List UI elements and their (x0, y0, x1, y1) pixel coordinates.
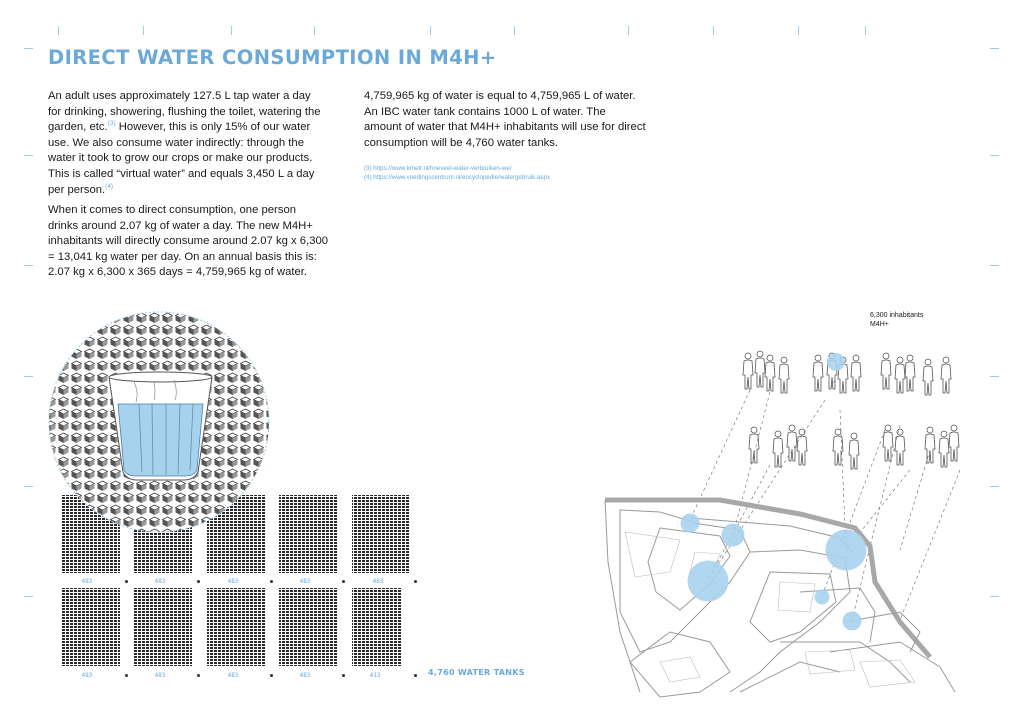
reference-link[interactable]: (4) https://www.voedingscentrum.nl/encyclopedie/watergebruik.aspx (364, 173, 551, 181)
water-use-circle (826, 530, 867, 571)
separator-dot (342, 580, 345, 583)
inhabitants-count: 6,300 inhabitants (870, 312, 924, 319)
reference-link[interactable]: (3) https://www.kmetr.nl/hoeveel-water-verbruiken-we/ (364, 165, 512, 172)
text-line: An IBC water tank contains 1000 L of water. The (364, 105, 606, 118)
text-line: per person. (48, 183, 106, 196)
page-title: DIRECT WATER CONSUMPTION IN M4H+ (48, 46, 497, 69)
water-use-circle (815, 590, 830, 605)
text-line: This is called “virtual water” and equals 3,450 L a day (48, 167, 315, 180)
tank-block (279, 495, 337, 573)
tank-block (279, 588, 337, 666)
tank-count-label: 483 (372, 578, 384, 585)
separator-dot (414, 580, 417, 583)
registration-mark (24, 486, 33, 487)
text-line: When it comes to direct consumption, one person (48, 204, 297, 216)
separator-dot (270, 674, 273, 677)
text-line: 2.07 kg x 6,300 x 365 days = 4,759,965 kg of water. (48, 266, 308, 279)
inhabitants-water-circle (827, 353, 845, 371)
registration-mark (990, 48, 999, 49)
references (364, 165, 550, 182)
text-line: garden, etc. (48, 121, 108, 134)
separator-dot (270, 580, 273, 583)
tank-count-label: 483 (81, 672, 93, 679)
glass-icon (109, 372, 212, 480)
tank-block (62, 588, 120, 666)
text-line: consumption will be 4,760 water tanks. (364, 136, 559, 149)
water-glass-illustration (44, 312, 274, 542)
registration-mark (514, 26, 515, 35)
text-line: amount of water that M4H+ inhabitants will use for direct (364, 121, 646, 134)
registration-mark (430, 26, 431, 35)
text-line: = 13,041 kg water per day. On an annual basis this is: (48, 250, 317, 263)
registration-mark (58, 26, 59, 35)
district-map (600, 492, 970, 702)
registration-mark (24, 155, 33, 156)
water-use-circle (688, 561, 729, 602)
tank-count-label: 483 (299, 578, 311, 585)
tank-block (207, 588, 265, 666)
registration-mark (798, 26, 799, 35)
water-use-circle (722, 524, 745, 547)
tanks-paragraph (364, 89, 646, 151)
tank-count-label: 483 (81, 578, 93, 585)
inhabitants-label (870, 312, 923, 329)
intro-paragraph (48, 89, 321, 198)
reference-marker: (4) (105, 182, 114, 190)
consumption-paragraph (48, 203, 328, 281)
text-line: for drinking, showering, flushing the toilet, watering the (48, 105, 321, 118)
water-use-circle (681, 514, 700, 533)
separator-dot (125, 674, 128, 677)
separator-dot (197, 580, 200, 583)
tank-count-label: 483 (227, 578, 239, 585)
text-line: use. We also consume water indirectly: through the (48, 136, 304, 149)
water-use-circle (843, 612, 862, 631)
tank-count-label: 413 (369, 672, 381, 679)
separator-dot (125, 580, 128, 583)
separator-dot (197, 674, 200, 677)
reference-marker: (3) (107, 120, 116, 128)
text-line: water it took to grow our crops or make our products. (48, 152, 313, 165)
separator-dot (414, 674, 417, 677)
text-line: However, this is only 15% of our water (115, 121, 311, 134)
separator-dot (342, 674, 345, 677)
registration-mark (24, 265, 33, 266)
registration-mark (24, 376, 33, 377)
tank-count-label: 483 (154, 672, 166, 679)
registration-mark (713, 26, 714, 35)
registration-mark (24, 48, 33, 49)
registration-mark (24, 596, 33, 597)
registration-mark (314, 26, 315, 35)
text-line: An adult uses approximately 127.5 L tap water a day (48, 90, 311, 102)
registration-mark (143, 26, 144, 35)
tank-block (352, 495, 410, 573)
registration-mark (865, 26, 866, 35)
text-line: 4,759,965 kg of water is equal to 4,759,965 L of water. (364, 90, 636, 102)
tank-count-label: 483 (227, 672, 239, 679)
text-line: drinks around 2.07 kg of water a day. The new M4H+ (48, 219, 313, 232)
tank-count-label: 483 (154, 578, 166, 585)
registration-mark (990, 155, 999, 156)
text-line: inhabitants will directly consume around 2.07 kg x 6,300 (48, 235, 329, 248)
total-tanks-label: 4,760 WATER TANKS (428, 668, 525, 677)
inhabitants-area: M4H+ (870, 320, 889, 328)
tank-block (134, 588, 192, 666)
registration-mark (628, 26, 629, 35)
tank-block (352, 588, 402, 666)
registration-mark (990, 265, 999, 266)
registration-mark (231, 26, 232, 35)
tank-count-label: 483 (299, 672, 311, 679)
